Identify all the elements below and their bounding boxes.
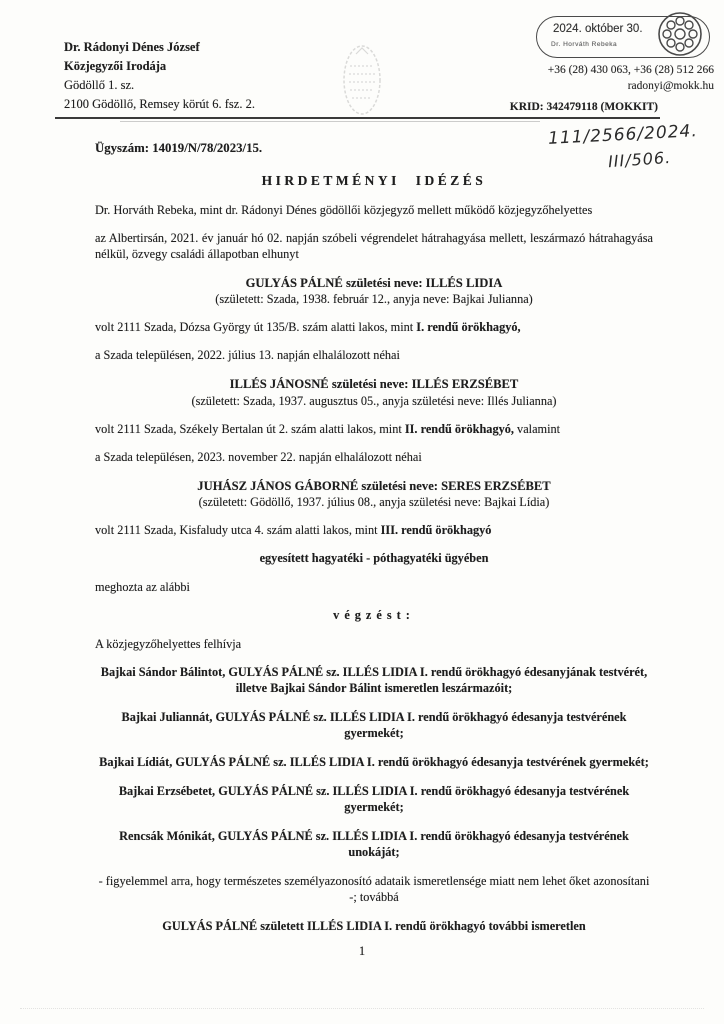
paragraph-identification-note: - figyelemmel arra, hogy természetes személyazonosító adataik ismeretlensége miatt nem lehet őket azonosítani -; továbbá (98, 873, 650, 904)
stamp-date: 2024. október 30. (553, 23, 643, 35)
deceased-2-name: ILLÉS JÁNOSNÉ születési neve: ILLÉS ERZSÉBET (229, 377, 519, 392)
summoned-person-5: Rencsák Mónikát, GULYÁS PÁLNÉ sz. ILLÉS LIDIA I. rendű örökhagyó édesanyja testvérének unokáját; (119, 828, 629, 859)
paragraph-death-circumstances-1: az Albertirsán, 2021. év január hó 02. napján szóbeli végrendelet hátrahagyása mellett, leszármazó hátrahagyása nélkül, özvegy családi állapotban elhunyt (95, 231, 653, 262)
deceased-2-residence (95, 422, 653, 438)
summoned-person-1: Bajkai Sándor Bálintot, GULYÁS PÁLNÉ sz. ILLÉS LIDIA I. rendű örökhagyó édesanyjának testvérét, illetve Bajkai Sándor Bálint ismeretlen leszármazóit; (100, 665, 648, 695)
deceased-2-residence-text: volt 2111 Szada, Székely Bertalan út 2. szám alatti lakos, mint (95, 421, 405, 436)
paragraph-continuation: GULYÁS PÁLNÉ született ILLÉS LIDIA I. rendű örökhagyó további ismeretlen (162, 918, 586, 933)
notary-office-block (64, 38, 255, 114)
summoned-person-3: Bajkai Lídiát, GULYÁS PÁLNÉ sz. ILLÉS LIDIA I. rendű örökhagyó édesanyja testvérének gyermekét; (99, 754, 649, 769)
deceased-2-residence-tail: valamint (513, 421, 561, 436)
paragraph-death-circumstances-3: a Szada településen, 2023. november 22. napján elhalálozott néhai (95, 449, 422, 464)
paragraph-death-circumstances-2: a Szada településen, 2022. július 13. napján elhalálozott néhai (95, 348, 400, 363)
notary-seal-icon (656, 10, 704, 63)
decision-heading: végzést: (333, 608, 415, 623)
deceased-1-residence-text: volt 2111 Szada, Dózsa György út 135/B. szám alatti lakos, mint (95, 320, 417, 335)
email-address: radonyi@mokk.hu (627, 80, 714, 92)
coat-of-arms-watermark (330, 40, 394, 125)
summoned-person-2: Bajkai Juliannát, GULYÁS PÁLNÉ sz. ILLÉS LIDIA I. rendű örökhagyó édesanyja testvérének gyermekét; (121, 709, 627, 740)
deceased-1-rank: I. rendű örökhagyó, (416, 320, 521, 335)
document-title: HIRDETMÉNYI IDÉZÉS (261, 172, 487, 188)
deceased-2-rank: II. rendű örökhagyó, (404, 421, 514, 436)
case-type: egyesített hagyatéki - póthagyatéki ügyében (259, 551, 489, 566)
page-number: 1 (358, 944, 366, 958)
deceased-1-name: GULYÁS PÁLNÉ születési neve: ILLÉS LIDIA (245, 276, 503, 291)
contact-block (548, 62, 714, 94)
handwritten-folio-number: III/506. (607, 147, 672, 172)
summoned-person-4: Bajkai Erzsébetet, GULYÁS PÁLNÉ sz. ILLÉS LIDIA I. rendű örökhagyó édesanyja testvérének gyermekét; (118, 783, 630, 814)
deceased-3-rank: III. rendű örökhagyó (380, 523, 492, 538)
phone-numbers: +36 (28) 430 063, +36 (28) 512 266 (547, 64, 714, 76)
notary-office-seat: Gödöllő 1. sz. (64, 78, 135, 92)
handwritten-case-number: 111/2566/2024. (547, 121, 699, 149)
deceased-3-residence (95, 523, 653, 539)
header-divider-shadow (120, 121, 540, 122)
deceased-2-birth-data: (született: Szada, 1937. augusztus 05., anyja születési neve: Illés Julianna) (191, 393, 557, 408)
document-body (95, 140, 653, 948)
deceased-1-residence (95, 320, 653, 336)
paragraph-intro: Dr. Horváth Rebeka, mint dr. Rádonyi Dénes gödöllői közjegyző mellett működő közjegyzőhelyettes (95, 203, 593, 218)
header-divider (55, 117, 660, 119)
notary-office-address: 2100 Gödöllő, Remsey körút 6. fsz. 2. (64, 97, 255, 111)
deceased-1-birth-data: (született: Szada, 1938. február 12., anyja neve: Bajkai Julianna) (215, 292, 533, 307)
deceased-3-name: JUHÁSZ JÁNOS GÁBORNÉ születési neve: SERES ERZSÉBET (197, 478, 551, 493)
scan-artifacts (20, 1008, 704, 1009)
notary-office-title: Közjegyzői Irodája (64, 59, 167, 73)
stamp-signer-name: Dr. Horváth Rebeka (551, 41, 618, 48)
krid-number: KRID: 342479118 (MOKKIT) (509, 101, 658, 113)
case-number: Ügyszám: 14019/N/78/2023/15. (95, 141, 263, 155)
notary-name: Dr. Rádonyi Dénes József (64, 40, 200, 54)
deceased-3-residence-text: volt 2111 Szada, Kisfaludy utca 4. szám alatti lakos, mint (95, 523, 381, 538)
deceased-3-birth-data: (született: Gödöllő, 1937. július 08., anyja születési neve: Bajkai Lídia) (198, 495, 550, 510)
paragraph-meghozta: meghozta az alábbi (95, 580, 190, 595)
paragraph-felhivja: A közjegyzőhelyettes felhívja (95, 637, 242, 652)
